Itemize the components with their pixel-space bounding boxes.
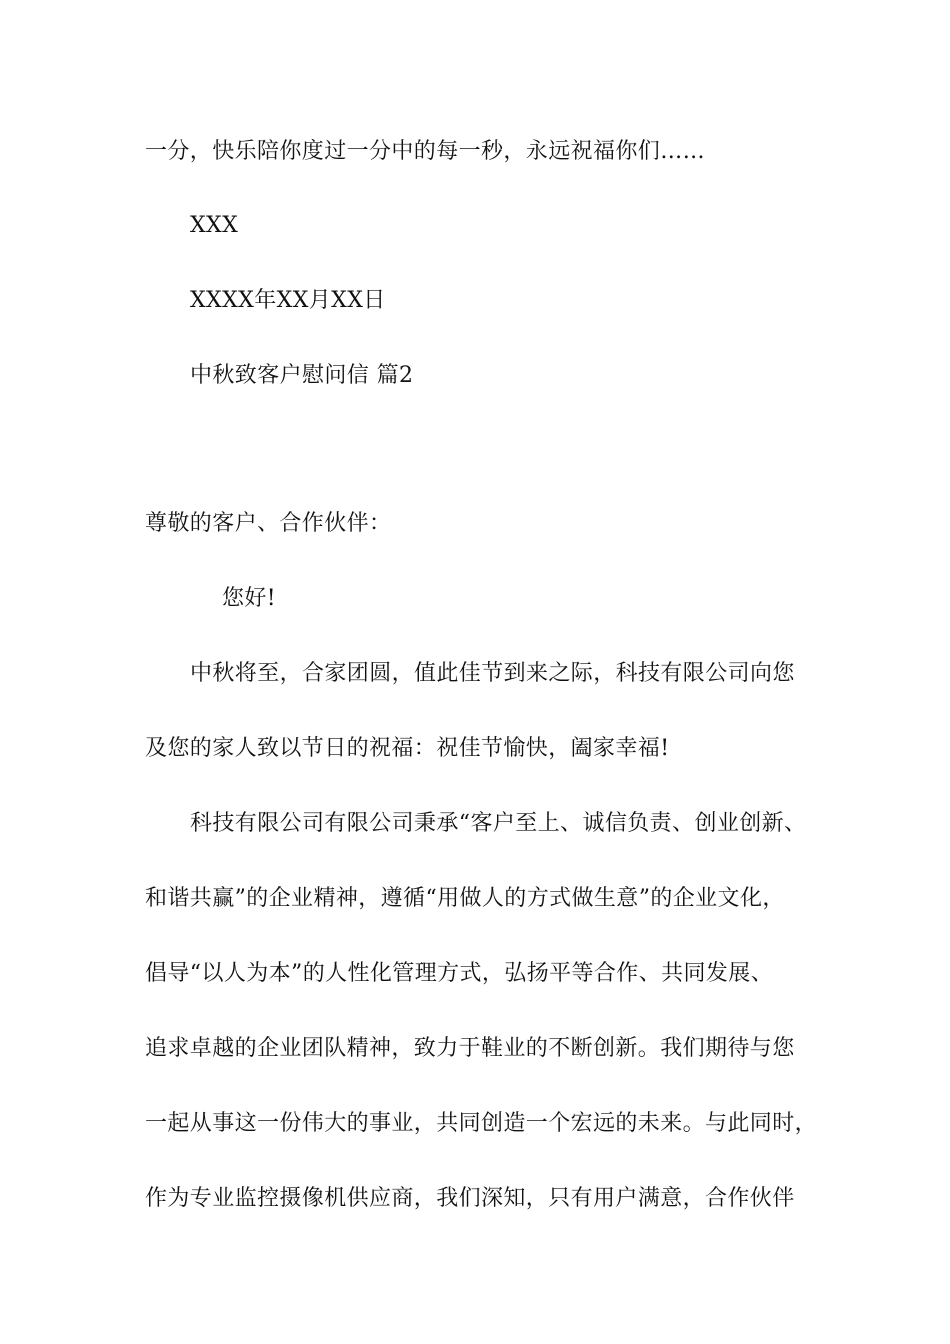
- salutation: 尊敬的客户、合作伙伴：: [145, 511, 392, 536]
- paragraph-line: 作为专业监控摄像机供应商，我们深知，只有用户满意，合作伙伴: [145, 1186, 795, 1211]
- paragraph-line: 中秋将至，合家团圆，值此佳节到来之际，科技有限公司向您: [190, 661, 795, 686]
- paragraph-line: 追求卓越的企业团队精神，致力于鞋业的不断创新。我们期待与您: [145, 1036, 795, 1061]
- paragraph-line: 倡导“以人为本”的人性化管理方式，弘扬平等合作、共同发展、: [145, 961, 774, 986]
- paragraph-line: 及您的家人致以节日的祝福：祝佳节愉快，阖家幸福!: [145, 736, 670, 761]
- signature-name: XXX: [190, 213, 239, 238]
- section-heading: 中秋致客户慰问信 篇2: [190, 363, 414, 388]
- paragraph-line: 一起从事这一份伟大的事业，共同创造一个宏远的未来。与此同时，: [145, 1111, 818, 1136]
- paragraph-line: 科技有限公司有限公司秉承“客户至上、诚信负责、创业创新、: [190, 811, 807, 836]
- paragraph-line: 和谐共赢”的企业精神，遵循“用做人的方式做生意”的企业文化，: [145, 886, 785, 911]
- text-line: 一分，快乐陪你度过一分中的每一秒，永远祝福你们……: [145, 139, 706, 164]
- signature-date: XXXX年XX月XX日: [190, 288, 386, 313]
- greeting: 您好!: [222, 586, 277, 611]
